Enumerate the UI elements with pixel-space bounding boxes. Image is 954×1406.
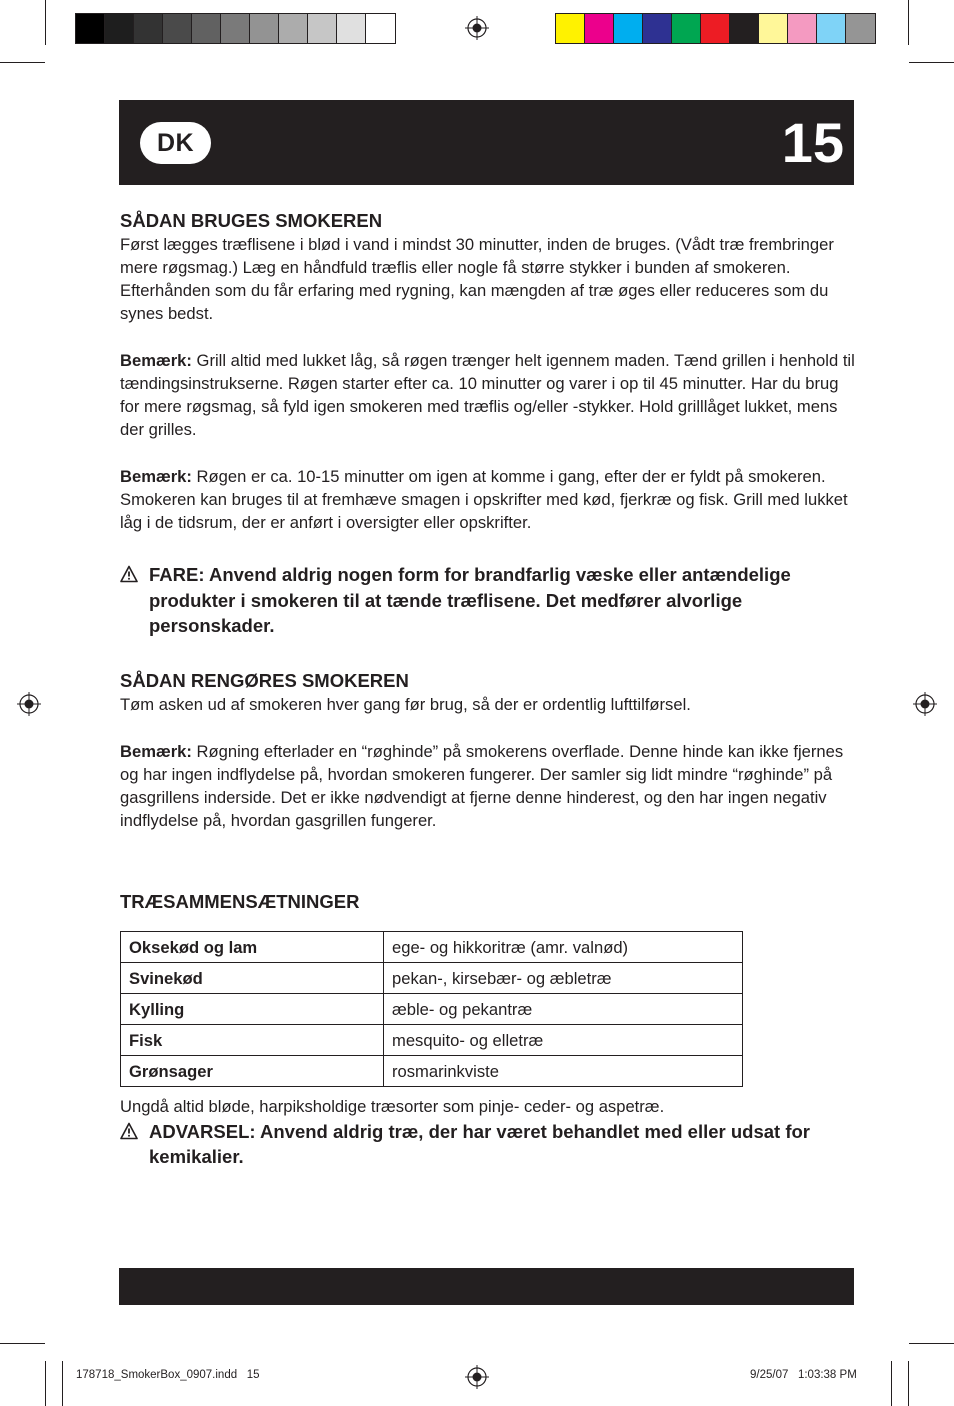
gray-calibration-bar — [75, 13, 396, 44]
warning-triangle-icon — [120, 565, 138, 583]
page-header-band — [119, 100, 854, 185]
danger-warning-text: FARE: Anvend aldrig nogen form for brandfarlig væske eller antændelige produkter i smokeren til at tænde træflisene. Det medfører alvorlige personskader. — [149, 564, 791, 636]
note-label: Bemærk: — [120, 741, 192, 761]
color-swatch — [730, 14, 759, 43]
color-swatch — [672, 14, 701, 43]
gray-swatch — [134, 14, 163, 43]
gray-swatch — [337, 14, 366, 43]
slug-filename: 178718_SmokerBox_0907.indd 15 — [76, 1369, 260, 1381]
registration-mark-icon — [913, 692, 937, 716]
crop-mark — [908, 0, 909, 45]
paragraph-use-intro: Først lægges træflisene i blød i vand i mindst 30 minutter, inden de bruges. (Vådt træ frembringer mere røgsmag.) Læg en håndfuld træflis eller nogle få større stykker i bunden af smokeren. Efterhånden som du får erfaring med rygning, kan mængden af træ øges eller reduceres som du synes bedst. — [120, 235, 834, 323]
crop-mark — [891, 1361, 892, 1406]
color-swatch — [846, 14, 875, 43]
paragraph-note-2 — [120, 465, 860, 534]
slug-timestamp: 9/25/07 1:03:38 PM — [750, 1369, 857, 1381]
gray-swatch — [279, 14, 308, 43]
crop-mark — [909, 1343, 954, 1344]
note-text: Røgen er ca. 10-15 minutter om igen at komme i gang, efter der er fyldt på smokeren. Smokeren kan bruges til at fremhæve smagen i opskrifter med kød, fjerkræ og fisk. Grill med lukket låg i de tidsrum, der er anført i oversigter eller opskrifter. — [120, 467, 848, 532]
note-label: Bemærk: — [120, 351, 192, 370]
page-footer-band — [119, 1268, 854, 1305]
crop-mark — [45, 1361, 46, 1406]
advarsel-warning-text: ADVARSEL: Anvend aldrig træ, der har været behandlet med eller udsat for kemikalier. — [149, 1120, 810, 1167]
wood-cell: ege- og hikkoritræ (amr. valnød) — [384, 931, 743, 962]
gray-swatch — [221, 14, 250, 43]
warning-triangle-icon — [120, 1122, 138, 1140]
registration-mark-icon — [17, 692, 41, 716]
wood-cell: pekan-, kirsebær- og æbletræ — [384, 962, 743, 993]
gray-swatch — [366, 14, 395, 43]
gray-swatch — [76, 14, 105, 43]
color-swatch — [788, 14, 817, 43]
table-row — [121, 962, 743, 993]
gray-swatch — [192, 14, 221, 43]
language-badge: DK — [140, 122, 211, 164]
note-text: Røgning efterlader en “røghinde” på smokerens overflade. Denne hinde kan ikke fjernes og har ingen indflydelse på, hvordan smokeren fungerer. Der samler sig lidt mindre “røghinde” på gasgrillens inderside. Det er ikke nødvendigt at fjerne denne hinderest, og den har ingen negativ indflydelse på, hvordan gasgrillen fungerer. — [120, 741, 844, 830]
section-heading-clean: SÅDAN RENGØRES SMOKEREN — [120, 669, 409, 691]
food-cell: Oksekød og lam — [121, 931, 384, 962]
color-swatch — [701, 14, 730, 43]
gray-swatch — [250, 14, 279, 43]
registration-mark-icon — [465, 1365, 489, 1389]
note-text: Grill altid med lukket låg, så røgen trænger helt igennem maden. Tænd grillen i henhold til tændingsinstrukserne. Røgen starter efter ca. 10 minutter og varer i op til 45 minutter. Har du brug for mere røgsmag, så fyld igen smokeren med træflis og/eller -stykker. Hold grilllåget lukket, mens der grilles. — [120, 351, 855, 439]
crop-mark — [45, 0, 46, 45]
gray-swatch — [308, 14, 337, 43]
registration-mark-icon — [465, 16, 489, 40]
crop-mark — [0, 1343, 45, 1344]
section-heading-use: SÅDAN BRUGES SMOKEREN — [120, 210, 383, 231]
table-row — [121, 1024, 743, 1055]
paragraph-clean-intro: Tøm asken ud af smokeren hver gang før brug, så der er ordentlig lufttilførsel. — [120, 694, 691, 714]
gray-swatch — [163, 14, 192, 43]
paragraph-clean-note — [120, 740, 860, 832]
color-swatch — [585, 14, 614, 43]
note-label: Bemærk: — [120, 467, 192, 486]
food-cell: Grønsager — [121, 1055, 384, 1086]
table-row — [121, 993, 743, 1024]
paragraph-note-1 — [120, 349, 860, 441]
danger-warning — [120, 562, 860, 639]
section-heading-wood: TRÆSAMMENSÆTNINGER — [120, 890, 360, 912]
color-swatch — [614, 14, 643, 43]
color-calibration-bar — [555, 13, 876, 44]
avoid-woods-text: Ungdå altid bløde, harpiksholdige træsorter som pinje- ceder- og aspetræ. — [120, 1096, 665, 1116]
table-row — [121, 931, 743, 962]
wood-cell: rosmarinkviste — [384, 1055, 743, 1086]
page-content — [120, 209, 860, 1170]
crop-mark — [909, 62, 954, 63]
crop-mark — [62, 1361, 63, 1406]
wood-cell: æble- og pekantræ — [384, 993, 743, 1024]
food-cell: Kylling — [121, 993, 384, 1024]
food-cell: Fisk — [121, 1024, 384, 1055]
advarsel-warning — [120, 1119, 860, 1170]
table-row — [121, 1055, 743, 1086]
crop-mark — [908, 1361, 909, 1406]
color-swatch — [643, 14, 672, 43]
page-number: 15 — [781, 111, 844, 174]
wood-pairing-table — [120, 931, 743, 1087]
color-swatch — [556, 14, 585, 43]
gray-swatch — [105, 14, 134, 43]
wood-cell: mesquito- og elletræ — [384, 1024, 743, 1055]
color-swatch — [759, 14, 788, 43]
food-cell: Svinekød — [121, 962, 384, 993]
crop-mark — [0, 62, 45, 63]
color-swatch — [817, 14, 846, 43]
